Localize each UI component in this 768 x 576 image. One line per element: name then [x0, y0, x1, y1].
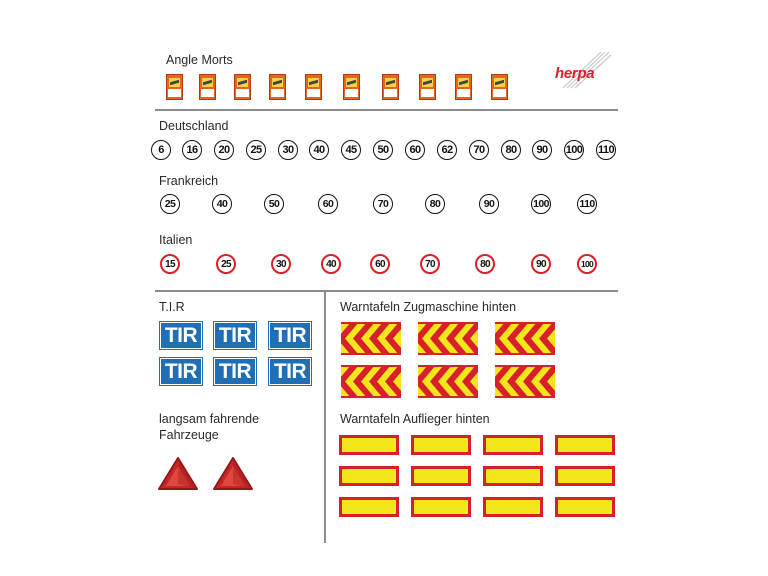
rear-plate-yellow-field: [414, 469, 468, 483]
fr-speed-sign: 110: [577, 194, 597, 214]
rear-warning-plate: [411, 435, 471, 455]
tir-plate: TIR: [269, 322, 311, 349]
fr-speed-sign: 50: [264, 194, 284, 214]
divider-middle: [155, 290, 618, 292]
de-speed-sign: 30: [278, 140, 298, 160]
sticker-label: [493, 89, 506, 97]
it-speed-sign: 100: [577, 254, 597, 274]
de-speed-sign: 60: [405, 140, 425, 160]
slow-vehicle-triangle-icon: [212, 456, 254, 492]
sticker-label: [201, 89, 214, 97]
angle-morts-sticker: [234, 74, 251, 100]
de-speed-sign: 50: [373, 140, 393, 160]
sticker-label: [384, 89, 397, 97]
it-speed-sign: 25: [216, 254, 236, 274]
de-speed-sign: 40: [309, 140, 329, 160]
rear-plate-yellow-field: [342, 500, 396, 514]
rear-warning-plate: [339, 435, 399, 455]
tir-title: T.I.R: [159, 300, 185, 314]
rear-plate-yellow-field: [342, 438, 396, 452]
chevron-warning-plate: [341, 365, 401, 398]
it-speed-sign: 15: [160, 254, 180, 274]
sticker-label: [168, 89, 181, 97]
chevron-warning-plate: [495, 365, 555, 398]
fr-speed-sign: 25: [160, 194, 180, 214]
angle-morts-sticker: [419, 74, 436, 100]
rear-warning-plate: [555, 435, 615, 455]
angle-morts-sticker: [269, 74, 286, 100]
de-speed-sign: 45: [341, 140, 361, 160]
tir-plate: TIR: [269, 358, 311, 385]
fr-speed-sign: 100: [531, 194, 551, 214]
de-speed-sign: 62: [437, 140, 457, 160]
chevron-warning-plate: [495, 322, 555, 355]
fr-speed-sign: 70: [373, 194, 393, 214]
angle-morts-sticker: [491, 74, 508, 100]
rear-warning-plate: [411, 497, 471, 517]
de-speed-sign: 80: [501, 140, 521, 160]
deutschland-title: Deutschland: [159, 119, 229, 133]
rear-warning-plate: [339, 466, 399, 486]
auflieger-title: Warntafeln Auflieger hinten: [340, 412, 490, 426]
rear-warning-plate: [483, 497, 543, 517]
logo-text: herpa: [555, 65, 595, 82]
it-speed-sign: 70: [420, 254, 440, 274]
tir-plate: TIR: [160, 358, 202, 385]
rear-warning-plate: [555, 466, 615, 486]
it-speed-sign: 30: [271, 254, 291, 274]
slow-vehicles-title-line2: Fahrzeuge: [159, 428, 219, 442]
herpa-logo: [553, 50, 613, 90]
de-speed-sign: 20: [214, 140, 234, 160]
tir-plate: TIR: [160, 322, 202, 349]
divider-vertical: [324, 291, 326, 543]
zugmaschine-title: Warntafeln Zugmaschine hinten: [340, 300, 517, 314]
slow-vehicle-triangle-icon: [157, 456, 199, 492]
rear-plate-yellow-field: [558, 469, 612, 483]
tir-plate: TIR: [214, 322, 256, 349]
rear-warning-plate: [483, 435, 543, 455]
de-speed-sign: 70: [469, 140, 489, 160]
sticker-label: [345, 89, 358, 97]
it-speed-sign: 40: [321, 254, 341, 274]
angle-morts-sticker: [166, 74, 183, 100]
fr-speed-sign: 90: [479, 194, 499, 214]
rear-warning-plate: [411, 466, 471, 486]
rear-plate-yellow-field: [342, 469, 396, 483]
sticker-label: [457, 89, 470, 97]
chevron-warning-plate: [418, 365, 478, 398]
angle-morts-sticker: [455, 74, 472, 100]
angle-morts-sticker: [343, 74, 360, 100]
sticker-label: [307, 89, 320, 97]
divider-top: [155, 109, 618, 111]
frankreich-title: Frankreich: [159, 174, 219, 188]
fr-speed-sign: 40: [212, 194, 232, 214]
sticker-label: [271, 89, 284, 97]
rear-warning-plate: [339, 497, 399, 517]
sticker-label: [421, 89, 434, 97]
de-speed-sign: 100: [564, 140, 584, 160]
fr-speed-sign: 60: [318, 194, 338, 214]
it-speed-sign: 80: [475, 254, 495, 274]
chevron-warning-plate: [341, 322, 401, 355]
de-speed-sign: 110: [596, 140, 616, 160]
rear-plate-yellow-field: [414, 500, 468, 514]
rear-plate-yellow-field: [486, 500, 540, 514]
tir-plate: TIR: [214, 358, 256, 385]
de-speed-sign: 16: [182, 140, 202, 160]
chevron-warning-plate: [418, 322, 478, 355]
rear-plate-yellow-field: [558, 438, 612, 452]
sticker-label: [236, 89, 249, 97]
rear-plate-yellow-field: [486, 469, 540, 483]
de-speed-sign: 90: [532, 140, 552, 160]
rear-warning-plate: [555, 497, 615, 517]
rear-plate-yellow-field: [414, 438, 468, 452]
fr-speed-sign: 80: [425, 194, 445, 214]
angle-morts-sticker: [382, 74, 399, 100]
de-speed-sign: 25: [246, 140, 266, 160]
rear-warning-plate: [483, 466, 543, 486]
angle-morts-title: Angle Morts: [166, 53, 233, 67]
de-speed-sign: 6: [151, 140, 171, 160]
it-speed-sign: 90: [531, 254, 551, 274]
angle-morts-sticker: [305, 74, 322, 100]
slow-vehicles-title-line1: langsam fahrende: [159, 412, 260, 426]
it-speed-sign: 60: [370, 254, 390, 274]
italien-title: Italien: [159, 233, 193, 247]
rear-plate-yellow-field: [558, 500, 612, 514]
angle-morts-sticker: [199, 74, 216, 100]
rear-plate-yellow-field: [486, 438, 540, 452]
